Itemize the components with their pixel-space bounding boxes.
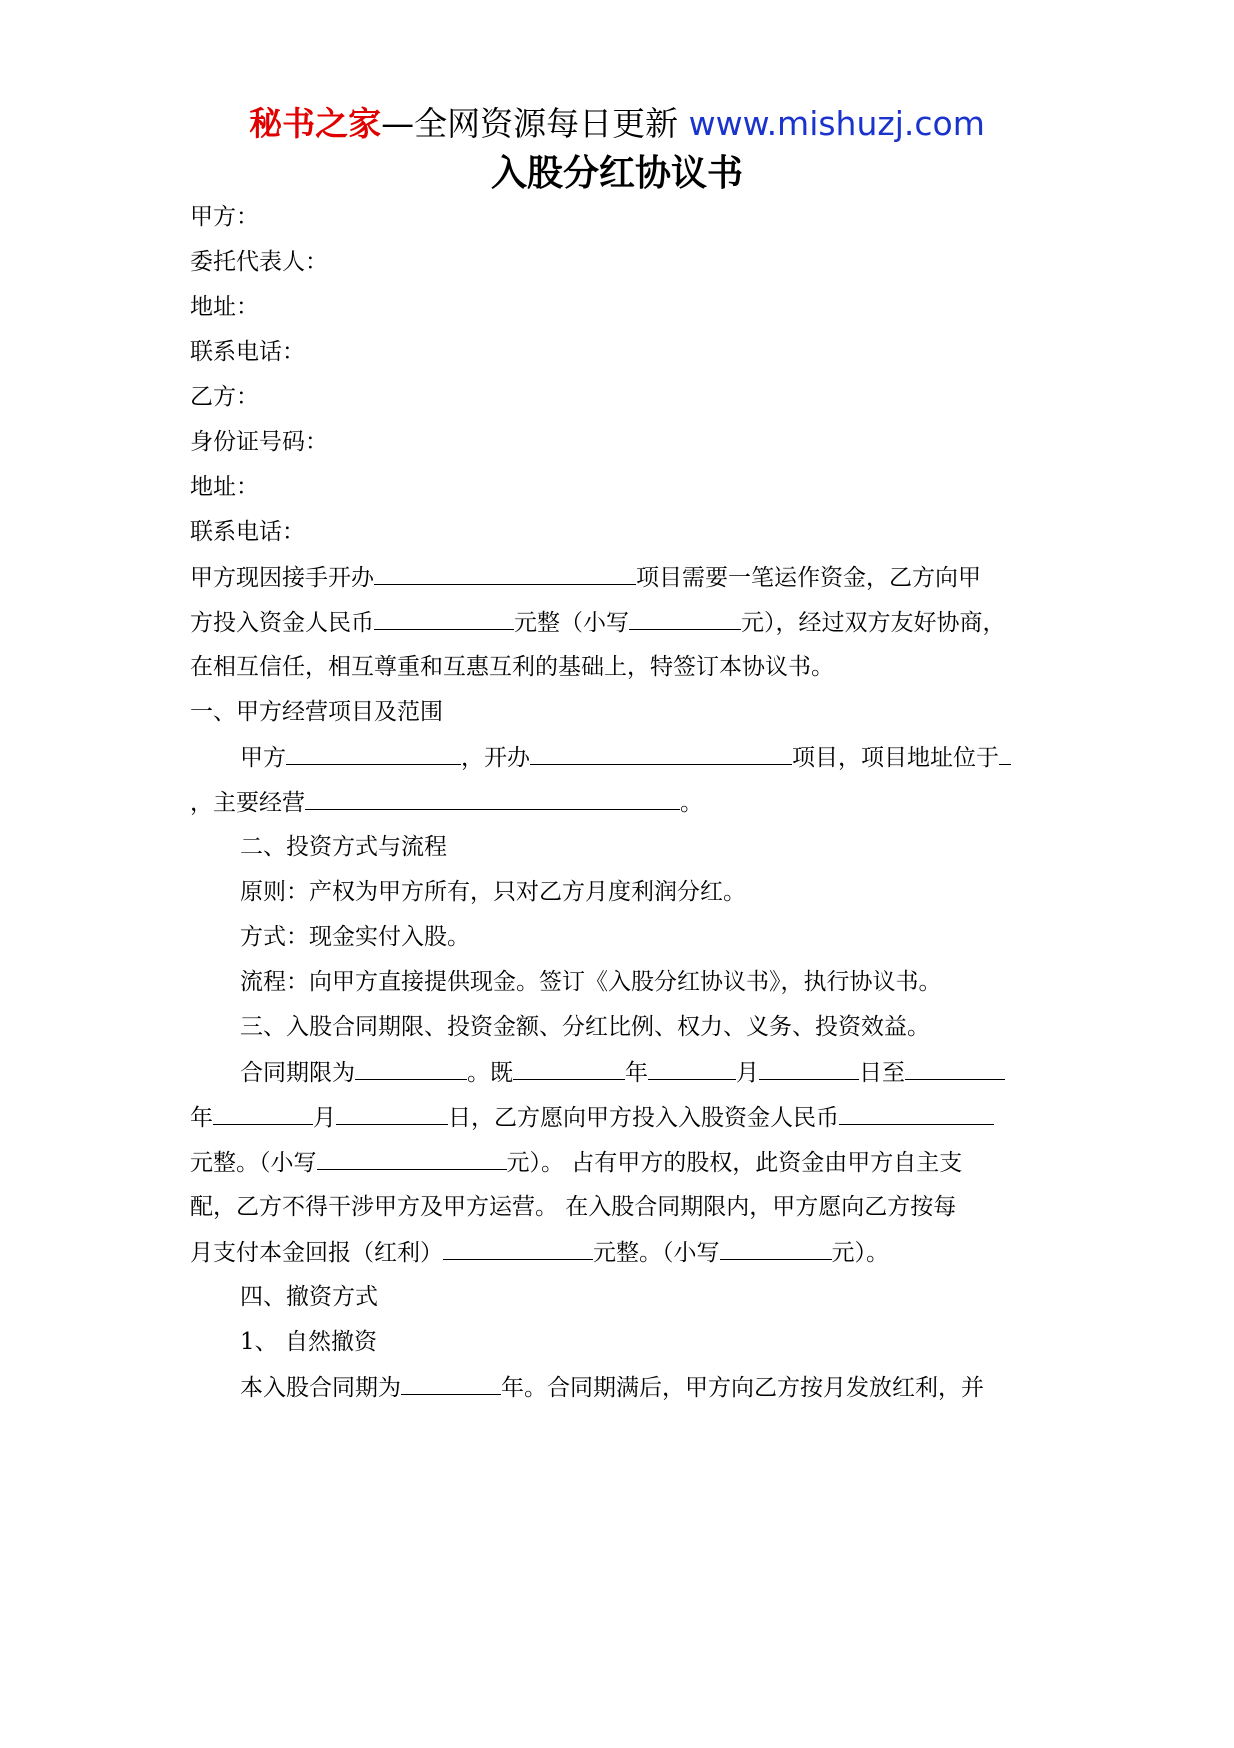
amount-figures-blank[interactable] <box>629 605 741 630</box>
document-title: 入股分红协议书 <box>490 153 743 194</box>
section-3-line-4: 配，乙方不得干涉甲方及甲方运营。 在入股合同期限内，甲方愿向乙方按每 <box>190 1194 957 1220</box>
start-year-blank[interactable] <box>513 1055 625 1080</box>
section-3-line-3: 元整。（小写 元）。 占有甲方的股权，此资金由甲方自主支 <box>190 1145 962 1180</box>
location-blank[interactable] <box>999 740 1011 765</box>
dividend-words-blank[interactable] <box>443 1235 593 1260</box>
term-blank[interactable] <box>355 1055 467 1080</box>
intro-line-1: 甲方现因接手开办 项目需要一笔运作资金，乙方向甲 <box>190 560 981 595</box>
investment-figures-blank[interactable] <box>317 1145 507 1170</box>
party-a-address: 地址： <box>190 294 259 320</box>
section-1-line-2: ，主要经营 。 <box>190 785 703 820</box>
section-1-heading: 一、甲方经营项目及范围 <box>190 699 443 725</box>
section-3-line-2: 年 月 日，乙方愿向甲方投入入股资金人民币 <box>190 1100 994 1135</box>
section-2-method: 方式：现金实付入股。 <box>240 924 470 950</box>
section-2-principle: 原则：产权为甲方所有，只对乙方月度利润分红。 <box>240 879 746 905</box>
intro-line-3: 在相互信任，相互尊重和互惠互利的基础上，特签订本协议书。 <box>190 654 834 680</box>
section-3-heading: 三、入股合同期限、投资金额、分红比例、权力、义务、投资效益。 <box>240 1014 930 1040</box>
party-a-label: 甲方： <box>190 204 259 230</box>
business-scope-blank[interactable] <box>305 785 680 810</box>
party-a-phone: 联系电话： <box>190 339 305 365</box>
party-b-label: 乙方： <box>190 384 259 410</box>
contract-years-blank[interactable] <box>401 1370 501 1395</box>
dividend-figures-blank[interactable] <box>720 1235 832 1260</box>
banner-slogan: —全网资源每日更新 <box>381 104 689 143</box>
section-3-line-1: 合同期限为 。既 年 月 日至 <box>240 1055 1005 1090</box>
start-month-blank[interactable] <box>648 1055 736 1080</box>
project-blank[interactable] <box>530 740 792 765</box>
section-2-process: 流程：向甲方直接提供现金。签订《入股分红协议书》，执行协议书。 <box>240 969 942 995</box>
project-name-blank[interactable] <box>374 560 636 585</box>
intro-line-2: 方投入资金人民币 元整（小写 元），经过双方友好协商， <box>190 605 1006 640</box>
section-4-line-1: 本入股合同期为 年。合同期满后，甲方向乙方按月发放红利，并 <box>240 1370 984 1405</box>
site-banner <box>0 104 1234 144</box>
banner-brand: 秘书之家 <box>249 104 382 143</box>
amount-words-blank[interactable] <box>374 605 514 630</box>
party-a-name-blank[interactable] <box>286 740 461 765</box>
section-3-line-5: 月支付本金回报（红利） 元整。（小写 元）。 <box>190 1235 889 1270</box>
end-year-blank[interactable] <box>905 1055 1005 1080</box>
party-b-address: 地址： <box>190 474 259 500</box>
party-a-representative: 委托代表人： <box>190 249 328 275</box>
party-b-id-number: 身份证号码： <box>190 429 328 455</box>
section-4-item-1: 1、 自然撤资 <box>240 1329 377 1355</box>
party-b-phone: 联系电话： <box>190 519 305 545</box>
section-2-heading: 二、投资方式与流程 <box>240 834 447 860</box>
banner-url-link[interactable]: www.mishuzj.com <box>688 104 985 143</box>
end-day-blank[interactable] <box>336 1100 448 1125</box>
section-4-heading: 四、撤资方式 <box>240 1284 378 1310</box>
end-month-blank[interactable] <box>213 1100 313 1125</box>
section-1-line-1: 甲方 ，开办 项目，项目地址位于 <box>240 740 1011 775</box>
investment-words-blank[interactable] <box>839 1100 994 1125</box>
start-day-blank[interactable] <box>759 1055 859 1080</box>
